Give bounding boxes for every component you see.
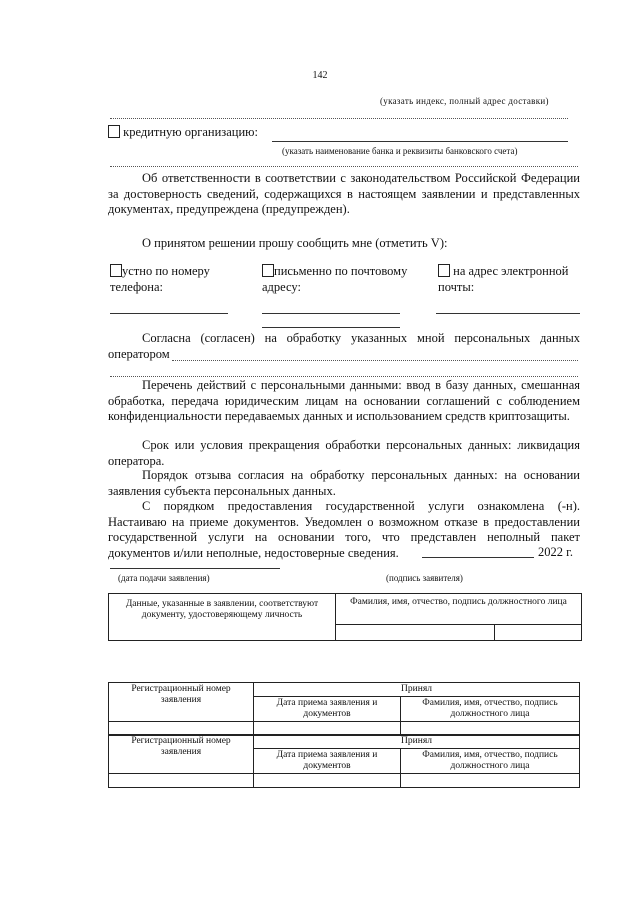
page-number: 142 [312,70,328,81]
post-field-2[interactable] [262,327,400,328]
credit-org-checkbox[interactable] [108,125,120,138]
verification-left-cell: Данные, указанные в заявлении, соответствуют документу, удостоверяющему личность [109,594,336,641]
signature-hint: (подпись заявителя) [386,573,463,583]
fio-col-header-2: Фамилия, имя, отчество, подпись должностного лица [401,749,580,774]
reg-number-header-2: Регистрационный номер заявления [109,735,254,774]
notify-option-email-line1: на адрес электронной [453,264,569,278]
credit-org-label: кредитную организацию: [123,125,258,139]
delivery-hint: (указать индекс, полный адрес доставки) [380,96,549,106]
notify-prompt: О принятом решении прошу сообщить мне (отметить V): [142,236,448,250]
phone-field[interactable] [110,313,228,314]
notify-option-post-line2: адресу: [262,279,301,294]
reg-number-header: Регистрационный номер заявления [109,683,254,722]
email-field[interactable] [436,313,580,314]
credit-org-hint: (указать наименование банка и реквизиты банковского счета) [282,146,518,156]
email-checkbox[interactable] [438,264,450,277]
verification-table [108,593,582,641]
notify-option-email-line2: почты: [438,279,475,294]
fio-value-2[interactable] [401,774,580,788]
reg-number-value-2[interactable] [109,774,254,788]
notify-option-email [438,264,583,295]
consent-line-2: оператором [108,347,170,361]
year-suffix: 2022 г. [538,545,573,559]
actions-paragraph: Перечень действий с персональными данными: ввод в базу данных, смешанная обработка, передача юридическим лицам на основании соглашений с соблюдением конфиденциальности передаваемых данных и использованием средств криптозащиты. [108,378,580,423]
credit-org-field[interactable] [272,141,568,142]
registration-table-2 [108,734,580,788]
operator-field-2 [110,376,578,377]
accepted-header-2: Принял [254,735,580,749]
procedure-paragraph: С порядком предоставления государственной услуги ознакомлена (-н). Настаиваю на приеме документов. Уведомлен о возможном отказе в предоставлении государственной услуги на основании того, что представлен неполный пакет документов и/или неполные, недостоверные сведения. [108,499,580,560]
post-field-1[interactable] [262,313,400,314]
operator-field[interactable] [172,360,578,361]
date-value-2[interactable] [254,774,401,788]
credit-org-line-2 [110,166,578,167]
post-checkbox[interactable] [262,264,274,277]
consent-line-1: Согласна (согласен) на обработку указанных мной персональных данных [142,331,580,345]
date-field[interactable] [110,568,280,569]
responsibility-paragraph: Об ответственности в соответствии с законодательством Российской Федерации за достоверность сведений, содержащихся в настоящем заявлении и представленных документах, предупреждена (предупрежден). [108,171,580,216]
verification-right-cell: Фамилия, имя, отчество, подпись должностного лица [336,594,582,625]
verification-sign-cell[interactable] [495,624,582,640]
notify-option-post-line1: письменно по почтовому [274,264,408,278]
date-col-header: Дата приема заявления и документов [254,697,401,722]
term-paragraph: Срок или условия прекращения обработки персональных данных: ликвидация оператора. [108,438,580,468]
delivery-address-line [110,118,568,119]
date-hint: (дата подачи заявления) [118,573,210,583]
date-day-field[interactable] [422,557,534,558]
notify-option-phone-line1: устно по номеру [122,264,210,278]
notify-option-phone-line2: телефона: [110,279,164,294]
notify-option-post [262,264,432,295]
phone-checkbox[interactable] [110,264,122,277]
fio-col-header: Фамилия, имя, отчество, подпись должностного лица [401,697,580,722]
accepted-header: Принял [254,683,580,697]
date-col-header-2: Дата приема заявления и документов [254,749,401,774]
registration-table-1 [108,682,580,736]
credit-org-row [108,125,258,141]
notify-option-phone [110,264,250,295]
verification-fio-cell[interactable] [336,624,495,640]
revoke-paragraph: Порядок отзыва согласия на обработку персональных данных: на основании заявления субъекта персональных данных. [108,468,580,498]
